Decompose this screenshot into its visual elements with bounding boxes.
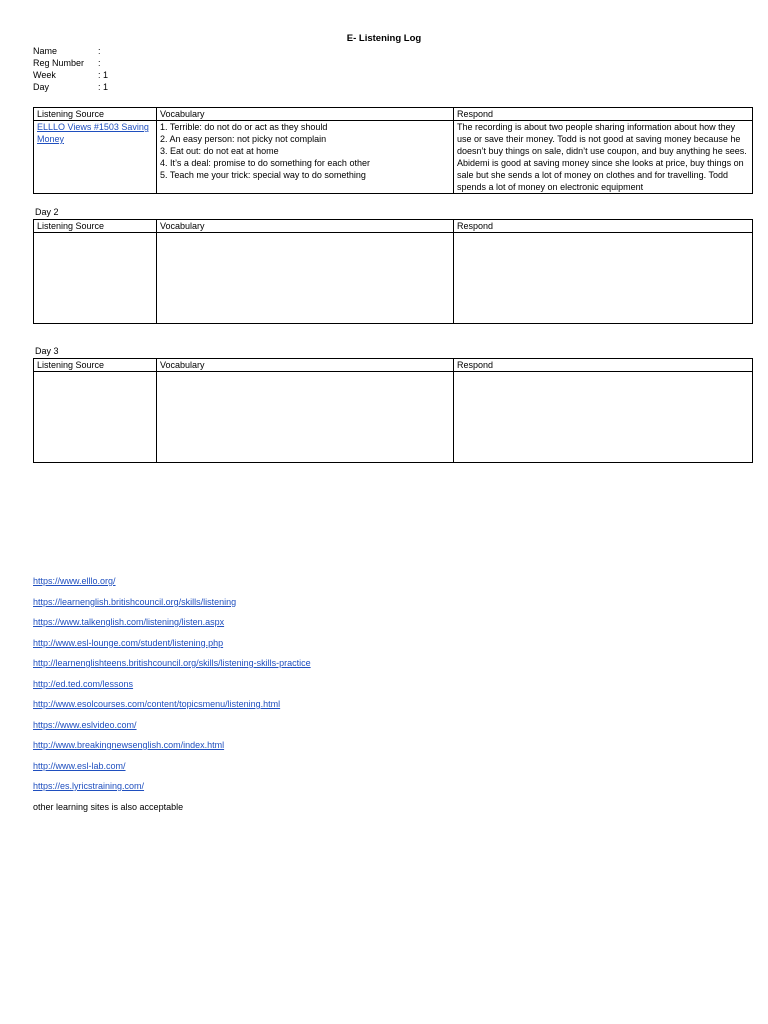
- list-item: [33, 739, 311, 760]
- header-vocabulary: Vocabulary: [157, 220, 454, 233]
- list-item: 4. It’s a deal: promise to do something for each other: [160, 158, 370, 168]
- reg-number-label: Reg Number: [33, 58, 85, 68]
- day-value: : 1: [98, 82, 109, 92]
- day2-vocabulary-cell[interactable]: [157, 233, 454, 324]
- link-breakingnewsenglish[interactable]: http://www.breakingnewsenglish.com/index.html: [33, 740, 225, 750]
- list-item: [33, 657, 311, 678]
- header-respond: Respond: [454, 220, 753, 233]
- day1-source-cell: [34, 121, 157, 194]
- day1-source-link[interactable]: ELLLO Views #1503 Saving Money: [37, 122, 149, 144]
- link-elllo[interactable]: https://www.elllo.org/: [33, 576, 116, 586]
- header-vocabulary: Vocabulary: [157, 359, 454, 372]
- link-learnenglish[interactable]: https://learnenglish.britishcouncil.org/skills/listening: [33, 596, 237, 607]
- name-value: :: [98, 46, 101, 56]
- table-header-row: [34, 108, 753, 121]
- header-respond: Respond: [454, 359, 753, 372]
- header-listening-source: Listening Source: [34, 108, 157, 121]
- day3-label: Day 3: [35, 346, 59, 356]
- day3-table: [33, 358, 753, 463]
- table-row: [34, 121, 753, 194]
- link-esolcourses[interactable]: http://www.esolcourses.com/content/topicsmenu/listening.html: [33, 699, 281, 709]
- header-respond: Respond: [454, 108, 753, 121]
- day1-vocabulary-cell: [157, 121, 454, 194]
- list-item: [33, 719, 311, 740]
- link-lyricstraining[interactable]: https://es.lyricstraining.com/: [33, 781, 145, 791]
- student-info: [33, 45, 108, 93]
- day2-table: [33, 219, 753, 324]
- day1-respond-cell: The recording is about two people sharing information about how they use or save their money. Todd is not good at saving money because he doesn’t buy things on sale, didn’t use coupon, and buy anything he sees. Abidemi is good at saving money since she looks at price, buy things on sale but she sends a lot of money on clothes and for travelling. Todd spends a lot of money on electronic equipment: [454, 121, 753, 194]
- day3-vocabulary-cell[interactable]: [157, 372, 454, 463]
- name-row: [33, 45, 108, 57]
- link-esl-lounge[interactable]: http://www.esl-lounge.com/student/listening.php: [33, 637, 224, 648]
- day-label: Day: [33, 82, 50, 92]
- page-title: E- Listening Log: [346, 33, 422, 44]
- list-item: [33, 780, 311, 801]
- vocabulary-list: [160, 121, 450, 181]
- link-talkenglish[interactable]: https://www.talkenglish.com/listening/listen.aspx: [33, 617, 225, 627]
- week-value: : 1: [98, 70, 109, 80]
- name-label: Name: [33, 46, 58, 56]
- list-item: [33, 637, 311, 658]
- link-ted-ed[interactable]: http://ed.ted.com/lessons: [33, 678, 134, 689]
- day2-respond-cell[interactable]: [454, 233, 753, 324]
- link-eslvideo[interactable]: https://www.eslvideo.com/: [33, 719, 137, 730]
- list-item: 5. Teach me your trick: special way to do something: [160, 170, 366, 180]
- list-item: 3. Eat out: do not eat at home: [160, 146, 279, 156]
- week-label: Week: [33, 70, 56, 80]
- list-item: [33, 575, 311, 596]
- day3-source-cell[interactable]: [34, 372, 157, 463]
- link-esl-lab[interactable]: http://www.esl-lab.com/: [33, 760, 126, 771]
- table-header-row: [34, 359, 753, 372]
- resource-links: [33, 575, 311, 821]
- header-vocabulary: Vocabulary: [157, 108, 454, 121]
- list-item: 2. An easy person: not picky not complain: [160, 134, 327, 144]
- header-listening-source: Listening Source: [34, 220, 157, 233]
- list-item: [33, 678, 311, 699]
- list-item: [33, 698, 311, 719]
- table-row: [34, 372, 753, 463]
- header-listening-source: Listening Source: [34, 359, 157, 372]
- week-row: [33, 69, 108, 81]
- day3-respond-cell[interactable]: [454, 372, 753, 463]
- list-item: [33, 616, 311, 637]
- day2-source-cell[interactable]: [34, 233, 157, 324]
- link-learnenglishteens[interactable]: http://learnenglishteens.britishcouncil.org/skills/listening-skills-practice: [33, 658, 311, 668]
- footer-note: other learning sites is also acceptable: [33, 801, 184, 812]
- reg-number-value: :: [98, 58, 101, 68]
- table-header-row: [34, 220, 753, 233]
- list-item: 1. Terrible: do not do or act as they should: [160, 122, 328, 132]
- list-item: [33, 760, 311, 781]
- day1-table: [33, 107, 753, 194]
- day-row: [33, 81, 108, 93]
- reg-number-row: [33, 57, 108, 69]
- table-row: [34, 233, 753, 324]
- day2-label: Day 2: [35, 207, 59, 217]
- list-item: [33, 596, 311, 617]
